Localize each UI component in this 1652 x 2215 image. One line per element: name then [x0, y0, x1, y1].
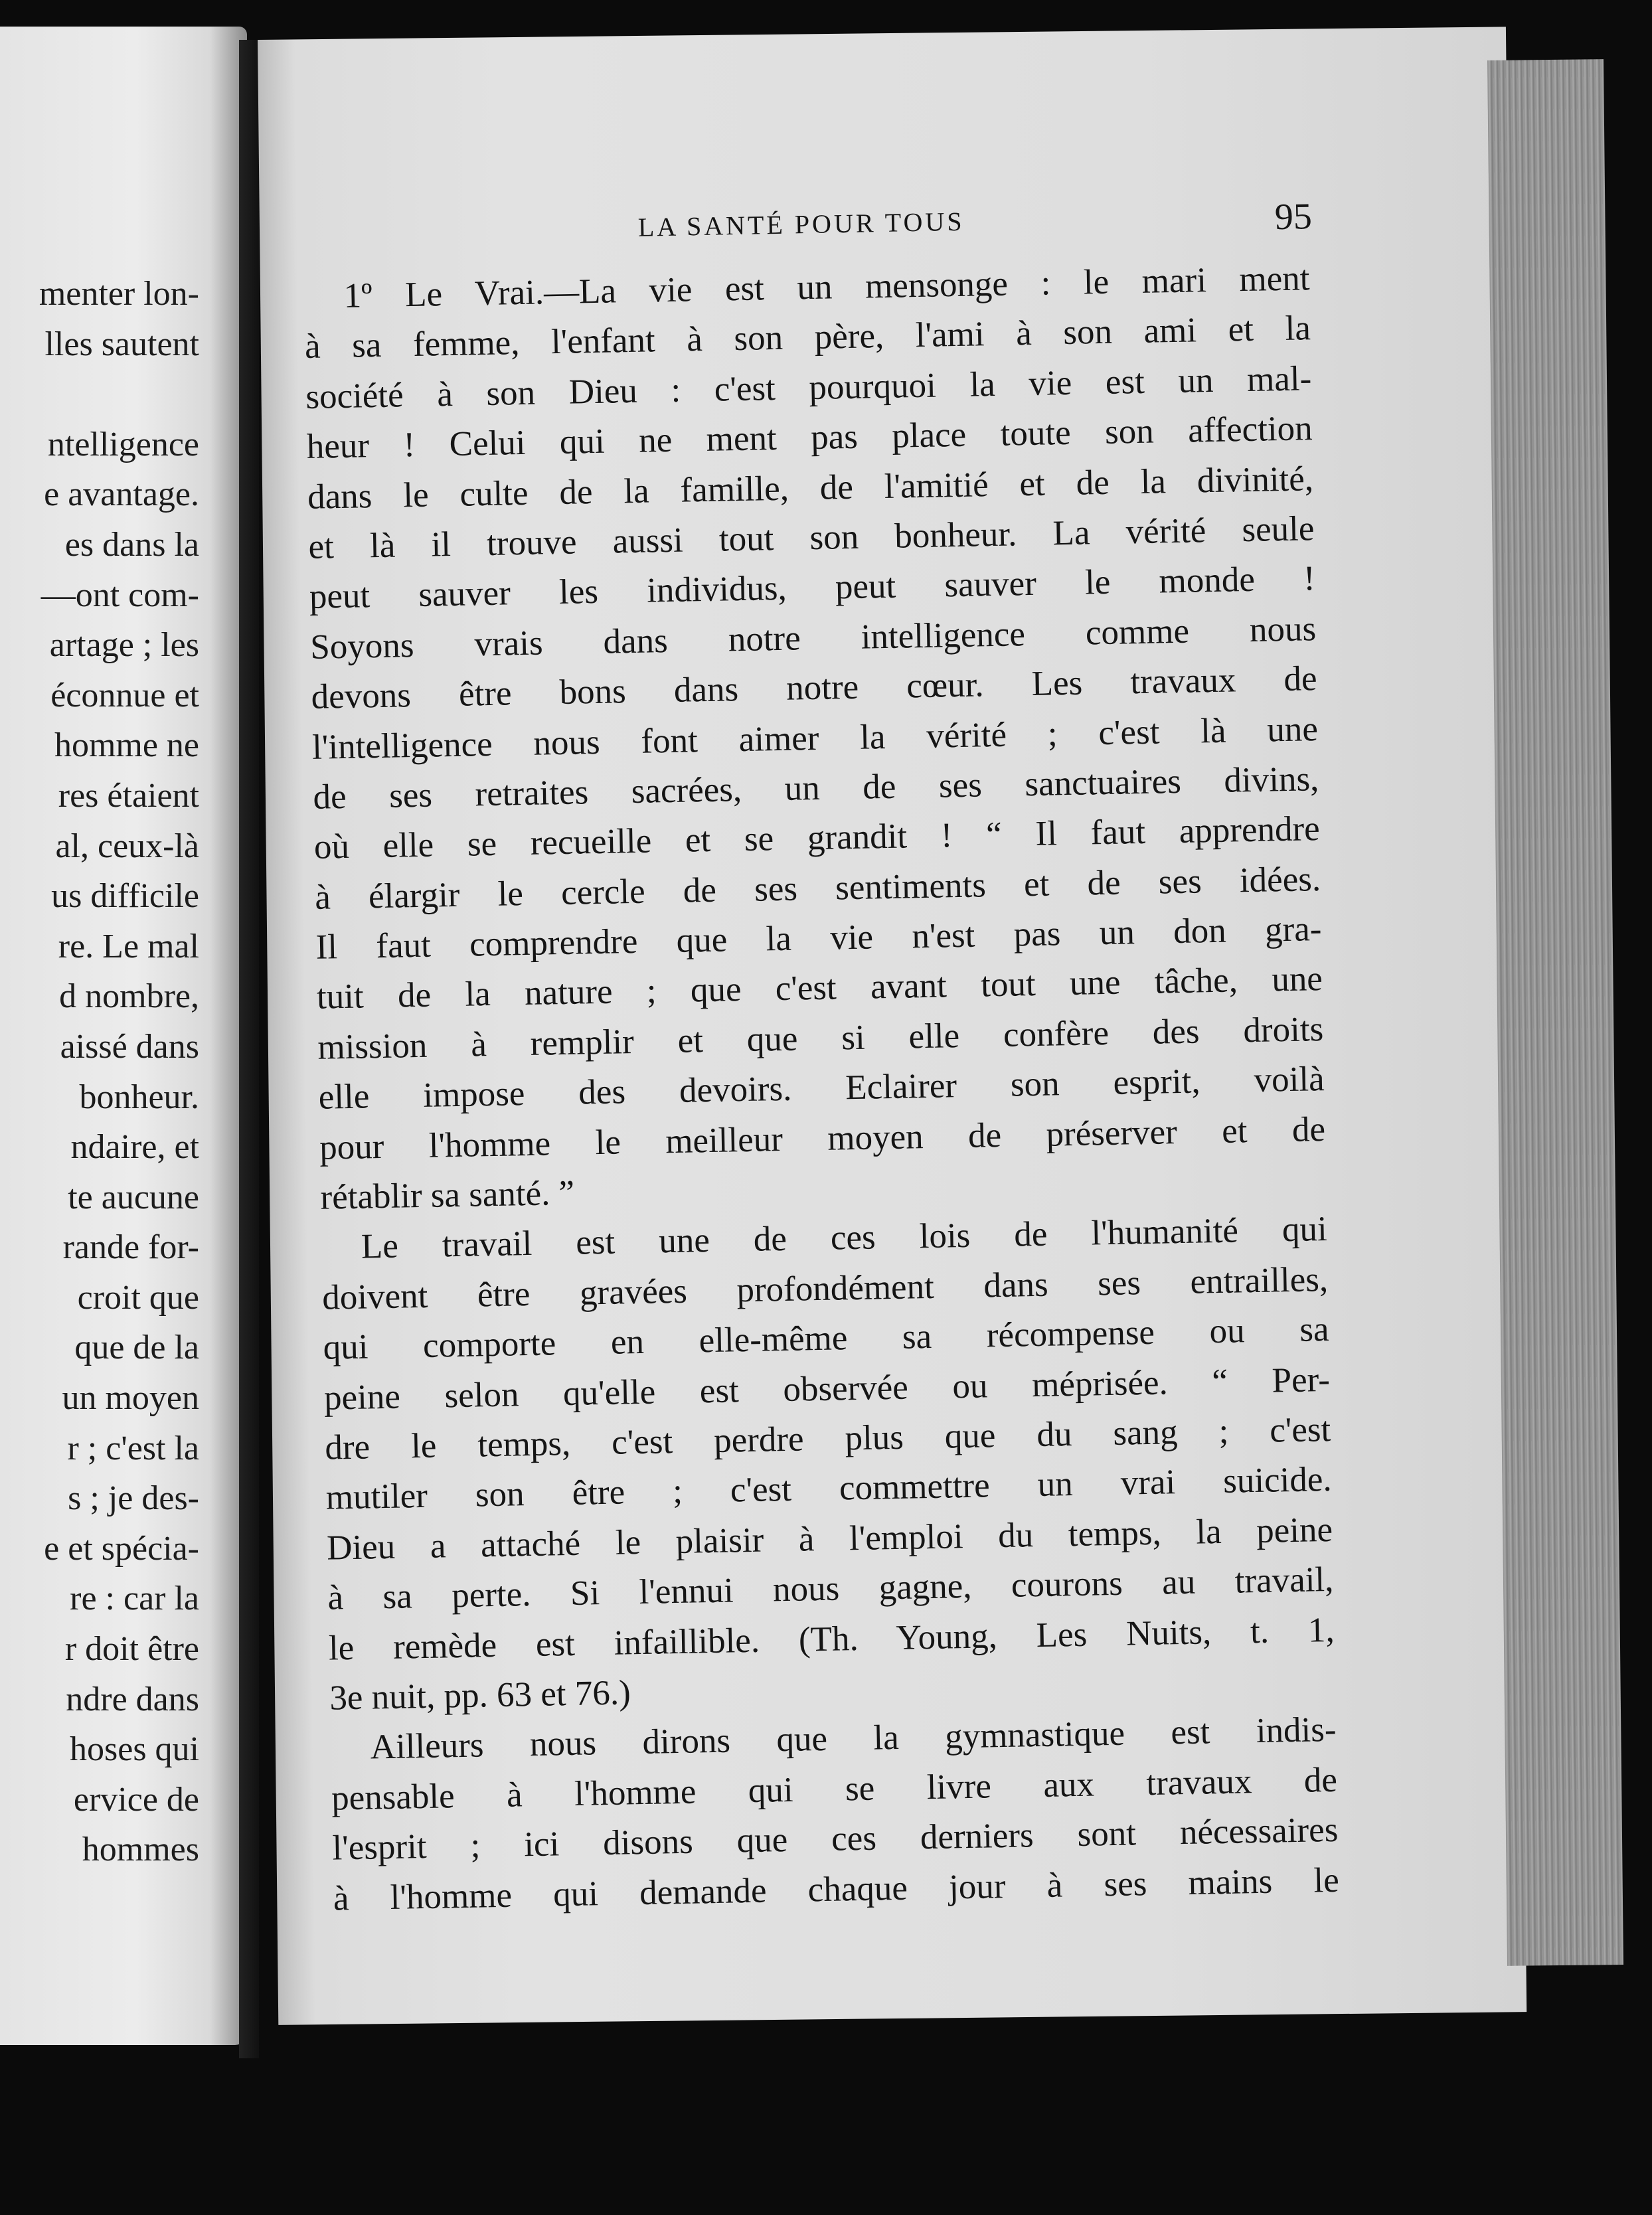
text-line: peine selon qu'elle est observée ou méprisée. “ Per- — [323, 1360, 1331, 1418]
text-line: et là il trouve aussi tout son bonheur. La vérité seule — [308, 509, 1315, 566]
text-line: dre le temps, c'est perdre plus que du sang ; c'est — [324, 1410, 1331, 1467]
left-page-line: us difficile — [51, 877, 199, 916]
left-page-line: e avantage. — [44, 475, 199, 514]
text-line: elle impose des devoirs. Eclairer son esprit, voilà — [318, 1060, 1325, 1117]
left-page-line: res étaient — [58, 776, 199, 815]
left-page-line: lles sautent — [44, 325, 199, 363]
left-page-line: ndaire, et — [70, 1128, 199, 1167]
text-line: pour l'homme le meilleur moyen de préserver et de — [319, 1109, 1326, 1167]
text-line: l'esprit ; ici disons que ces derniers sont nécessaires — [331, 1810, 1339, 1868]
left-page-line: te aucune — [68, 1178, 199, 1216]
text-line: où elle se recueille et se grandit ! “ Il faut apprendre — [313, 809, 1321, 867]
left-page-line: —ont com- — [41, 576, 199, 614]
left-page-line: s ; je des- — [68, 1479, 199, 1518]
text-line: société à son Dieu : c'est pourquoi la vie est un mal- — [305, 359, 1312, 416]
text-line: peut sauver les individus, peut sauver le monde ! — [309, 559, 1316, 617]
left-page-line — [0, 369, 199, 420]
text-line: mutiler son être ; c'est commettre un vrai suicide. — [325, 1460, 1333, 1518]
page-edges — [1487, 59, 1623, 1966]
left-page-line: que de la — [74, 1329, 199, 1367]
left-page-line: rande for- — [62, 1228, 199, 1267]
text-line: à l'homme qui demande chaque jour à ses mains le — [333, 1860, 1340, 1918]
text-line: heur ! Celui qui ne ment pas place toute son affection — [306, 409, 1313, 467]
left-page-line: es dans la — [64, 525, 199, 564]
text-line: qui comporte en elle-même sa récompense ou sa — [323, 1310, 1329, 1367]
left-page-line: d nombre, — [59, 977, 199, 1016]
left-page-line: bonheur. — [79, 1078, 199, 1116]
left-page-line: ndre dans — [66, 1680, 199, 1718]
left-page-line: homme ne — [54, 726, 199, 765]
left-page-line: e et spécia- — [44, 1529, 199, 1568]
text-line: Dieu a attaché le plaisir à l'emploi du temps, la peine — [326, 1510, 1333, 1568]
left-page-line: re : car la — [70, 1580, 199, 1618]
left-page-line: aissé dans — [60, 1027, 199, 1066]
text-line: tuit de la nature ; que c'est avant tout une tâche, une — [316, 959, 1323, 1017]
text-line: Soyons vrais dans notre intelligence comme nous — [309, 609, 1317, 667]
left-page-line: r ; c'est la — [67, 1429, 199, 1467]
text-line: Ailleurs nous dirons que la gymnastique est indis- — [370, 1710, 1337, 1767]
text-line: à élargir le cercle de ses sentiments et de ses idées. — [314, 859, 1321, 917]
text-line: à sa femme, l'enfant à son père, l'ami à son ami et la — [304, 309, 1311, 367]
left-page-line: artage ; les — [49, 626, 199, 665]
left-page-line: un moyen — [62, 1379, 199, 1418]
left-page-line: éconnue et — [50, 676, 199, 714]
left-page-text — [0, 269, 199, 1875]
text-line: dans le culte de la famille, de l'amitié et de la divinité, — [307, 459, 1314, 517]
left-page-line: ervice de — [73, 1780, 199, 1819]
text-line: l'intelligence nous font aimer la vérité ; c'est là une — [311, 709, 1319, 767]
right-page-text — [302, 181, 1339, 1924]
text-line: devons être bons dans notre cœur. Les travaux de — [311, 659, 1318, 716]
book-gutter — [239, 40, 259, 2058]
left-page-line: ntelligence — [47, 425, 199, 463]
left-page-line: r doit être — [64, 1630, 199, 1669]
text-line: 3e nuit, pp. 63 et 76.) — [329, 1673, 631, 1718]
text-line: rétablir sa santé. ” — [320, 1173, 575, 1217]
text-line: doivent être gravées profondément dans ses entrailles, — [321, 1260, 1329, 1317]
left-page-line: menter lon- — [39, 275, 199, 313]
text-line: pensable à l'homme qui se livre aux travaux de — [331, 1760, 1338, 1818]
running-head-title: LA SANTÉ POUR TOUS — [637, 206, 965, 242]
text-line: de ses retraites sacrées, un de ses sanctuaires divins, — [312, 759, 1319, 817]
text-line: 1º Le Vrai.—La vie est un mensonge : le mari ment — [343, 259, 1310, 315]
text-line: mission à remplir et que si elle confère des droits — [317, 1009, 1324, 1067]
page-number: 95 — [1274, 196, 1313, 238]
left-page-line: hommes — [82, 1831, 199, 1869]
text-line: Le travail est une de ces lois de l'humanité qui — [361, 1210, 1328, 1267]
text-line: Il faut comprendre que la vie n'est pas un don gra- — [315, 910, 1322, 967]
left-page-line: hoses qui — [70, 1730, 199, 1769]
text-line: le remède est infaillible. (Th. Young, Les Nuits, t. 1, — [328, 1610, 1335, 1668]
body-text — [303, 254, 1339, 1924]
left-page-line: croit que — [77, 1278, 199, 1317]
left-page-line: re. Le mal — [58, 927, 199, 965]
text-line: à sa perte. Si l'ennui nous gagne, courons au travail, — [327, 1560, 1334, 1617]
left-page-line: al, ceux-là — [55, 827, 199, 865]
